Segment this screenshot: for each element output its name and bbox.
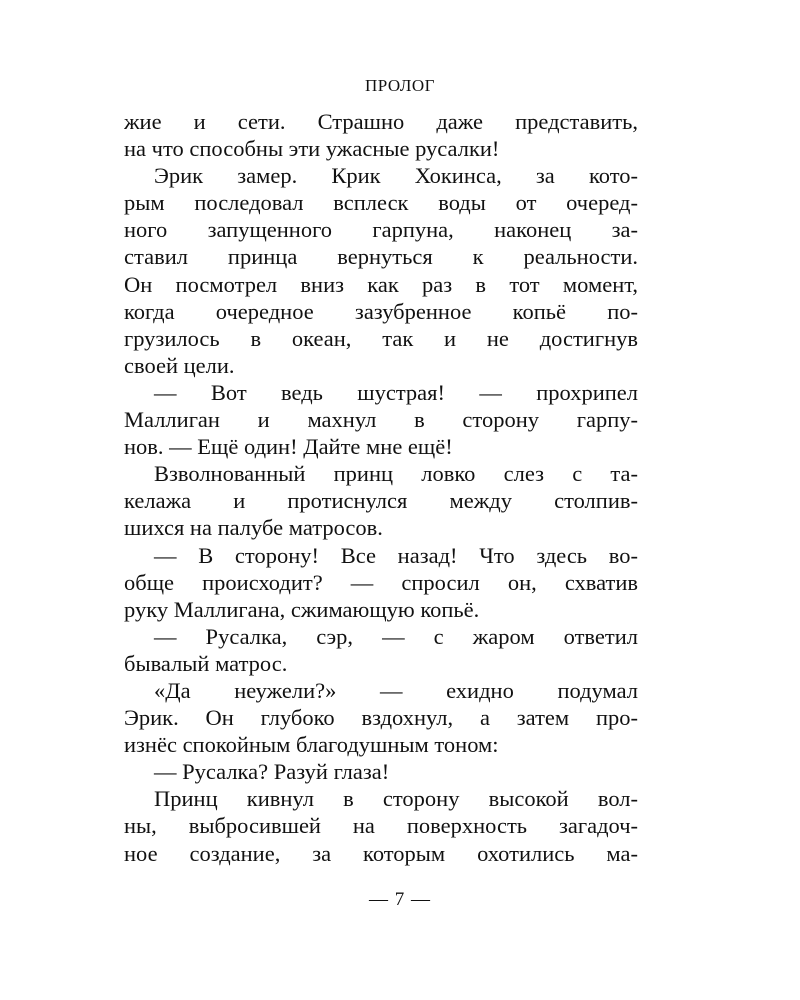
text-line: ны, выбросившей на поверхность загадоч- — [124, 813, 638, 839]
text-line: бывалый матрос. — [124, 650, 288, 676]
text-line: руку Маллигана, сжимающую копьё. — [124, 596, 480, 622]
text-line: ное создание, за которым охотились ма- — [124, 840, 638, 866]
text-line: — Русалка, сэр, — с жаром ответил — [154, 623, 638, 649]
text-line: грузилось в океан, так и не достигнув — [124, 325, 638, 351]
text-line: келажа и протиснулся между столпив- — [124, 488, 638, 514]
text-line: изнёс спокойным благодушным тоном: — [124, 732, 499, 758]
running-head: ПРОЛОГ — [364, 76, 435, 95]
text-line: Эрик. Он глубоко вздохнул, а затем про- — [124, 705, 638, 731]
text-line: своей цели. — [124, 352, 235, 378]
text-line: Эрик замер. Крик Хокинса, за кото- — [154, 163, 638, 189]
text-line: шихся на палубе матросов. — [124, 515, 383, 541]
text-line: Принц кивнул в сторону высокой вол- — [154, 786, 638, 812]
body-text — [124, 108, 638, 867]
text-line: рым последовал всплеск воды от очеред- — [124, 190, 638, 216]
text-line: ного запущенного гарпуна, наконец за- — [124, 217, 638, 243]
text-line: Он посмотрел вниз как раз в тот момент, — [124, 271, 638, 297]
text-line: Маллиган и махнул в сторону гарпу- — [124, 407, 638, 433]
text-line: ставил принца вернуться к реальности. — [124, 244, 638, 270]
page-number: — 7 — — [369, 889, 431, 910]
text-line: на что способны эти ужасные русалки! — [124, 136, 500, 162]
text-line: обще происходит? — спросил он, схватив — [124, 569, 638, 595]
text-line: когда очередное зазубренное копьё по- — [124, 298, 638, 324]
text-line: — Вот ведь шустрая! — прохрипел — [154, 379, 638, 405]
text-line: Взволнованный принц ловко слез с та- — [154, 461, 638, 487]
text-line: — Русалка? Разуй глаза! — [154, 759, 390, 785]
text-line: — В сторону! Все назад! Что здесь во- — [154, 542, 638, 568]
text-line: «Да неужели?» — ехидно подумал — [154, 677, 638, 703]
text-line: нов. — Ещё один! Дайте мне ещё! — [124, 434, 453, 460]
text-line: жие и сети. Страшно даже представить, — [124, 109, 638, 134]
